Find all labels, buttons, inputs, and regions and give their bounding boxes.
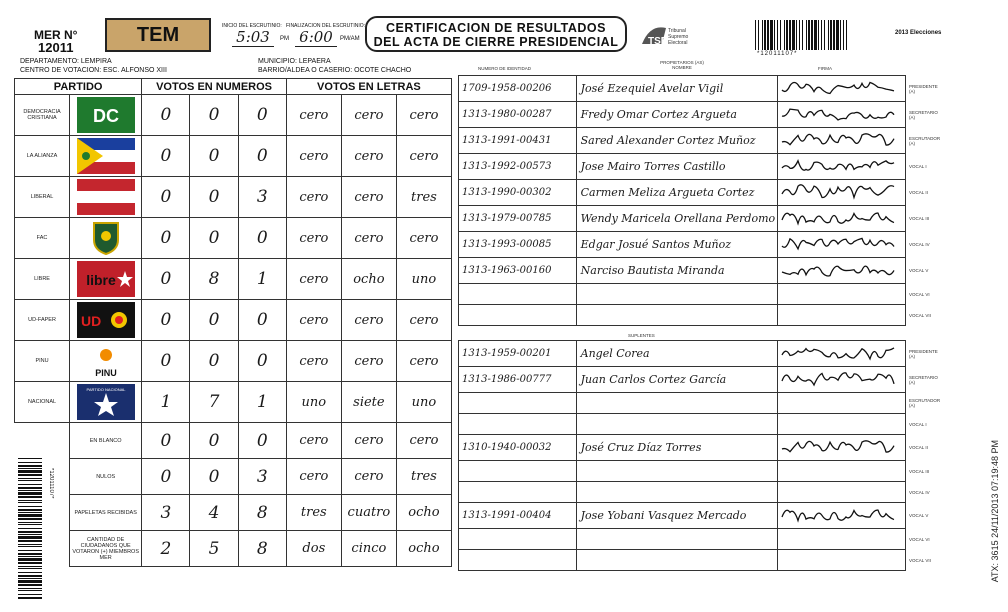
vote-digit: 0 [142, 177, 190, 218]
person-row [459, 102, 942, 128]
person-name [576, 284, 777, 305]
vote-digit: 0 [238, 136, 286, 177]
person-name [576, 305, 777, 326]
role-label: VOCAL VI [908, 536, 930, 542]
vote-word: cero [396, 218, 451, 259]
summary-word: cero [286, 459, 341, 495]
party-row [15, 259, 452, 300]
signature-mark [778, 258, 898, 278]
identity-number: 1313-1990-00302 [459, 180, 577, 206]
party-row [15, 177, 452, 218]
inicio-label: INICIO DEL ESCRUTINIO: [222, 23, 282, 29]
person-name [576, 414, 777, 435]
signature-cell [778, 180, 906, 206]
role-label: VOCAL IV [909, 242, 930, 247]
svg-text:libre: libre [85, 272, 116, 288]
person-row [459, 180, 942, 206]
role-label: VOCAL IV [908, 489, 930, 495]
barcode-text: *12011107* [757, 51, 798, 57]
role-label: VOCAL I [908, 421, 927, 427]
vote-word: cero [396, 300, 451, 341]
summary-digit: 0 [142, 423, 190, 459]
identity-number [459, 305, 577, 326]
vote-word: cero [286, 136, 341, 177]
signature-mark [778, 154, 898, 174]
vote-digit: 0 [190, 300, 238, 341]
vote-word: uno [396, 259, 451, 300]
summary-digit: 8 [238, 495, 286, 531]
person-name: Sared Alexander Cortez Muñoz [576, 128, 777, 154]
summary-label: EN BLANCO [70, 423, 142, 459]
vote-word: ocho [341, 259, 396, 300]
vote-word: cero [396, 341, 451, 382]
person-name: Jose Mairo Torres Castillo [576, 154, 777, 180]
person-row [459, 128, 942, 154]
signature-cell [778, 102, 906, 128]
col-nombre: PROPIETARIOS (AS) NOMBRE [660, 60, 704, 70]
left-barcode [18, 458, 54, 600]
vote-digit: 1 [238, 259, 286, 300]
vote-digit: 0 [238, 95, 286, 136]
vote-digit: 0 [238, 218, 286, 259]
vote-word: cero [341, 136, 396, 177]
role-label: VOCAL III [908, 468, 930, 474]
vote-digit: 0 [142, 341, 190, 382]
signature-cell [778, 76, 906, 102]
summary-digit: 3 [142, 495, 190, 531]
person-row [459, 461, 942, 482]
mer-label: MER N° [34, 28, 78, 42]
vote-digit: 0 [238, 300, 286, 341]
tse-text: TSE [648, 36, 668, 47]
role-label: VOCAL II [908, 445, 928, 450]
col-identidad: NUMERO DE IDENTIDAD [478, 66, 532, 71]
person-row [459, 503, 942, 529]
summary-label: PAPELETAS RECIBIDAS [70, 495, 142, 531]
signature-cell [778, 414, 906, 435]
person-row [459, 154, 942, 180]
party-row [15, 300, 452, 341]
identity-number: 1313-1959-00201 [459, 341, 577, 367]
inicio-value: 5:03 [232, 28, 274, 47]
person-row [459, 232, 942, 258]
person-row [459, 550, 942, 571]
summary-word: tres [286, 495, 341, 531]
title-line-1: CERTIFICACION DE RESULTADOS [386, 21, 606, 35]
libre-logo [70, 259, 142, 300]
signature-cell [778, 461, 906, 482]
summary-word: tres [396, 459, 451, 495]
identity-number: 1313-1992-00573 [459, 154, 577, 180]
liberal-flag-logo [70, 177, 142, 218]
summary-label: NULOS [70, 459, 142, 495]
vote-digit: 0 [190, 136, 238, 177]
signature-mark [778, 435, 898, 455]
municipio: MUNICIPIO: LEPAERA [258, 58, 331, 65]
party-row [15, 341, 452, 382]
vote-word: cero [286, 95, 341, 136]
signature-cell [778, 503, 906, 529]
summary-digit: 5 [190, 531, 238, 567]
vote-word: uno [286, 382, 341, 423]
barrio: BARRIO/ALDEA O CASERIO: OCOTE CHACHO [258, 67, 412, 74]
role-label: VOCAL III [909, 216, 930, 221]
vote-word: cero [286, 218, 341, 259]
person-name [576, 550, 777, 571]
person-name [576, 529, 777, 550]
vote-word: cero [286, 341, 341, 382]
signature-mark [778, 232, 898, 252]
summary-row [15, 459, 452, 495]
person-row [459, 284, 942, 305]
vote-word: cero [341, 177, 396, 218]
svg-text:UD: UD [80, 313, 101, 329]
fac-shield-logo [70, 218, 142, 259]
person-name: José Cruz Díaz Torres [576, 435, 777, 461]
summary-word: cero [396, 423, 451, 459]
barcode [755, 20, 851, 50]
signature-cell [778, 284, 906, 305]
signature-cell [778, 367, 906, 393]
person-row [459, 76, 942, 102]
identity-number: 1313-1979-00785 [459, 206, 577, 232]
signature-mark [778, 102, 898, 122]
col-partido: PARTIDO [15, 79, 142, 95]
role-label: VOCAL VI [909, 291, 930, 297]
vote-word: uno [396, 382, 451, 423]
pm-label: PM [280, 36, 289, 42]
summary-row [15, 423, 452, 459]
signature-mark [778, 341, 898, 361]
summary-word: cinco [341, 531, 396, 567]
svg-text:DC: DC [92, 106, 119, 126]
signature-cell [778, 128, 906, 154]
vote-word: cero [396, 95, 451, 136]
col-letras: VOTOS EN LETRAS [286, 79, 451, 95]
summary-digit: 0 [142, 459, 190, 495]
identity-number: 1313-1993-00085 [459, 232, 577, 258]
identity-number: 1313-1963-00160 [459, 258, 577, 284]
identity-number [459, 414, 577, 435]
person-row [459, 367, 942, 393]
signature-cell [778, 341, 906, 367]
role-label: VOCAL I [909, 164, 927, 169]
signature-cell [778, 258, 906, 284]
party-name: NACIONAL [15, 382, 70, 423]
role-label: VOCAL VII [909, 312, 931, 318]
vote-word: siete [341, 382, 396, 423]
summary-word: cuatro [341, 495, 396, 531]
person-row [459, 414, 942, 435]
document-title [365, 16, 627, 52]
vote-digit: 0 [238, 341, 286, 382]
person-row [459, 305, 942, 326]
identity-number [459, 393, 577, 414]
vote-digit: 1 [238, 382, 286, 423]
identity-number [459, 284, 577, 305]
summary-label: CANTIDAD DE CIUDADANOS QUE VOTARON (+) MIEMBROS MER [70, 531, 142, 567]
person-name [576, 461, 777, 482]
vote-word: cero [341, 218, 396, 259]
vote-digit: 0 [142, 95, 190, 136]
vote-word: cero [341, 341, 396, 382]
party-name: PINU [15, 341, 70, 382]
identity-number: 1709-1958-00206 [459, 76, 577, 102]
vote-digit: 7 [190, 382, 238, 423]
signature-mark [778, 76, 898, 96]
vote-digit: 0 [142, 218, 190, 259]
vote-digit: 0 [190, 177, 238, 218]
propietarios-table [458, 75, 942, 326]
tse-logo [640, 22, 696, 50]
person-row [459, 482, 942, 503]
departamento: DEPARTAMENTO: LEMPIRA [20, 58, 112, 65]
role-label: VOCAL VII [908, 557, 931, 563]
party-row [15, 95, 452, 136]
person-row [459, 341, 942, 367]
signature-cell [778, 232, 906, 258]
svg-text:PARTIDO NACIONAL: PARTIDO NACIONAL [86, 387, 126, 392]
signature-mark [778, 180, 898, 200]
identity-number: 1313-1980-00287 [459, 102, 577, 128]
role-label: ESCRUTADOR (A) [908, 398, 941, 408]
summary-row [15, 531, 452, 567]
summary-word: cero [341, 423, 396, 459]
votes-table [14, 78, 452, 567]
signature-mark [778, 206, 898, 226]
col-firma: FIRMA [818, 66, 832, 71]
signature-mark [778, 367, 898, 387]
suplentes-table [458, 340, 942, 571]
vote-digit: 0 [142, 300, 190, 341]
signature-cell [778, 550, 906, 571]
person-name: José Ezequiel Avelar Vigil [576, 76, 777, 102]
vote-digit: 0 [190, 341, 238, 382]
person-row [459, 206, 942, 232]
role-label: SECRETARIO (A) [908, 374, 938, 385]
svg-text:*12011107*: *12011107* [48, 468, 54, 499]
side-stamp: ATX: 3615 24/11/2013 07:19:48 PM [990, 440, 1000, 583]
person-name: Jose Yobani Vasquez Mercado [576, 503, 777, 529]
role-label: VOCAL V [908, 513, 929, 518]
centro-votacion: CENTRO DE VOTACION: ESC. ALFONSO XIII [20, 67, 167, 74]
party-name: LIBERAL [15, 177, 70, 218]
identity-number [459, 461, 577, 482]
identity-number: 1313-1986-00777 [459, 367, 577, 393]
person-name: Juan Carlos Cortez García [576, 367, 777, 393]
signature-cell [778, 305, 906, 326]
vote-word: cero [396, 136, 451, 177]
mer-number: 12011 [38, 40, 74, 55]
person-row [459, 393, 942, 414]
party-row [15, 136, 452, 177]
party-name: UD-FAPER [15, 300, 70, 341]
summary-digit: 3 [238, 459, 286, 495]
party-row [15, 382, 452, 423]
person-row [459, 258, 942, 284]
role-label: VOCAL II [909, 190, 928, 195]
alianza-flag-logo [70, 136, 142, 177]
vote-word: cero [341, 300, 396, 341]
vote-word: cero [286, 300, 341, 341]
person-name [576, 393, 777, 414]
party-name: FAC [15, 218, 70, 259]
summary-digit: 0 [190, 459, 238, 495]
summary-word: ocho [396, 531, 451, 567]
dc-logo [70, 95, 142, 136]
summary-word: dos [286, 531, 341, 567]
party-row [15, 218, 452, 259]
person-row [459, 435, 942, 461]
title-line-2: DEL ACTA DE CIERRE PRESIDENCIAL [373, 35, 619, 49]
role-label: VOCAL V [909, 268, 929, 273]
pm-am-label: PM/AM [340, 36, 360, 42]
person-name: Wendy Maricela Orellana Perdomo [576, 206, 777, 232]
tse-subtitle: Tribunal Supremo Electoral [668, 28, 689, 46]
vote-word: cero [341, 95, 396, 136]
col-numeros: VOTOS EN NUMEROS [142, 79, 287, 95]
role-label: SECRETARIO (A) [909, 109, 938, 120]
person-row [459, 529, 942, 550]
signature-cell [778, 435, 906, 461]
identity-number: 1310-1940-00032 [459, 435, 577, 461]
signature-cell [778, 482, 906, 503]
identity-number [459, 550, 577, 571]
vote-digit: 0 [190, 95, 238, 136]
person-name: Edgar Josué Santos Muñoz [576, 232, 777, 258]
signature-mark [778, 503, 898, 523]
person-name: Fredy Omar Cortez Argueta [576, 102, 777, 128]
vote-digit: 8 [190, 259, 238, 300]
nacional-star-logo [70, 382, 142, 423]
summary-digit: 8 [238, 531, 286, 567]
summary-word: cero [341, 459, 396, 495]
signature-cell [778, 529, 906, 550]
identity-number: 1313-1991-00404 [459, 503, 577, 529]
vote-word: cero [286, 177, 341, 218]
elecciones-logo: 2013 Elecciones [895, 30, 942, 36]
identity-number [459, 482, 577, 503]
tem-box: TEM [105, 18, 211, 52]
summary-word: ocho [396, 495, 451, 531]
fin-label: FINALIZACION DEL ESCRUTINIO: [286, 23, 365, 29]
summary-digit: 4 [190, 495, 238, 531]
vote-digit: 3 [238, 177, 286, 218]
signature-cell [778, 154, 906, 180]
person-name [576, 482, 777, 503]
signature-cell [778, 393, 906, 414]
party-name: DEMOCRACIA CRISTIANA [15, 95, 70, 136]
summary-digit: 0 [238, 423, 286, 459]
fin-value: 6:00 [295, 28, 337, 47]
summary-row [15, 495, 452, 531]
summary-digit: 2 [142, 531, 190, 567]
person-name: Carmen Meliza Argueta Cortez [576, 180, 777, 206]
signature-cell [778, 206, 906, 232]
suplentes-title: SUPLENTES [628, 333, 655, 338]
signature-mark [778, 128, 898, 148]
vote-word: cero [286, 259, 341, 300]
identity-number: 1313-1991-00431 [459, 128, 577, 154]
pinu-logo [70, 341, 142, 382]
vote-digit: 0 [190, 218, 238, 259]
party-name: LA ALIANZA [15, 136, 70, 177]
summary-digit: 0 [190, 423, 238, 459]
svg-text:PINU: PINU [94, 368, 117, 378]
vote-digit: 1 [142, 382, 190, 423]
identity-number [459, 529, 577, 550]
vote-digit: 0 [142, 136, 190, 177]
vote-digit: 0 [142, 259, 190, 300]
role-label: ESCRUTADOR (A) [909, 135, 941, 146]
person-name: Angel Corea [576, 341, 777, 367]
vote-word: tres [396, 177, 451, 218]
role-label: PRESIDENTE (A) [909, 83, 938, 94]
ud-faper-logo [70, 300, 142, 341]
person-name: Narciso Bautista Miranda [576, 258, 777, 284]
party-name: LIBRE [15, 259, 70, 300]
summary-word: cero [286, 423, 341, 459]
role-label: PRESIDENTE (A) [908, 348, 938, 359]
